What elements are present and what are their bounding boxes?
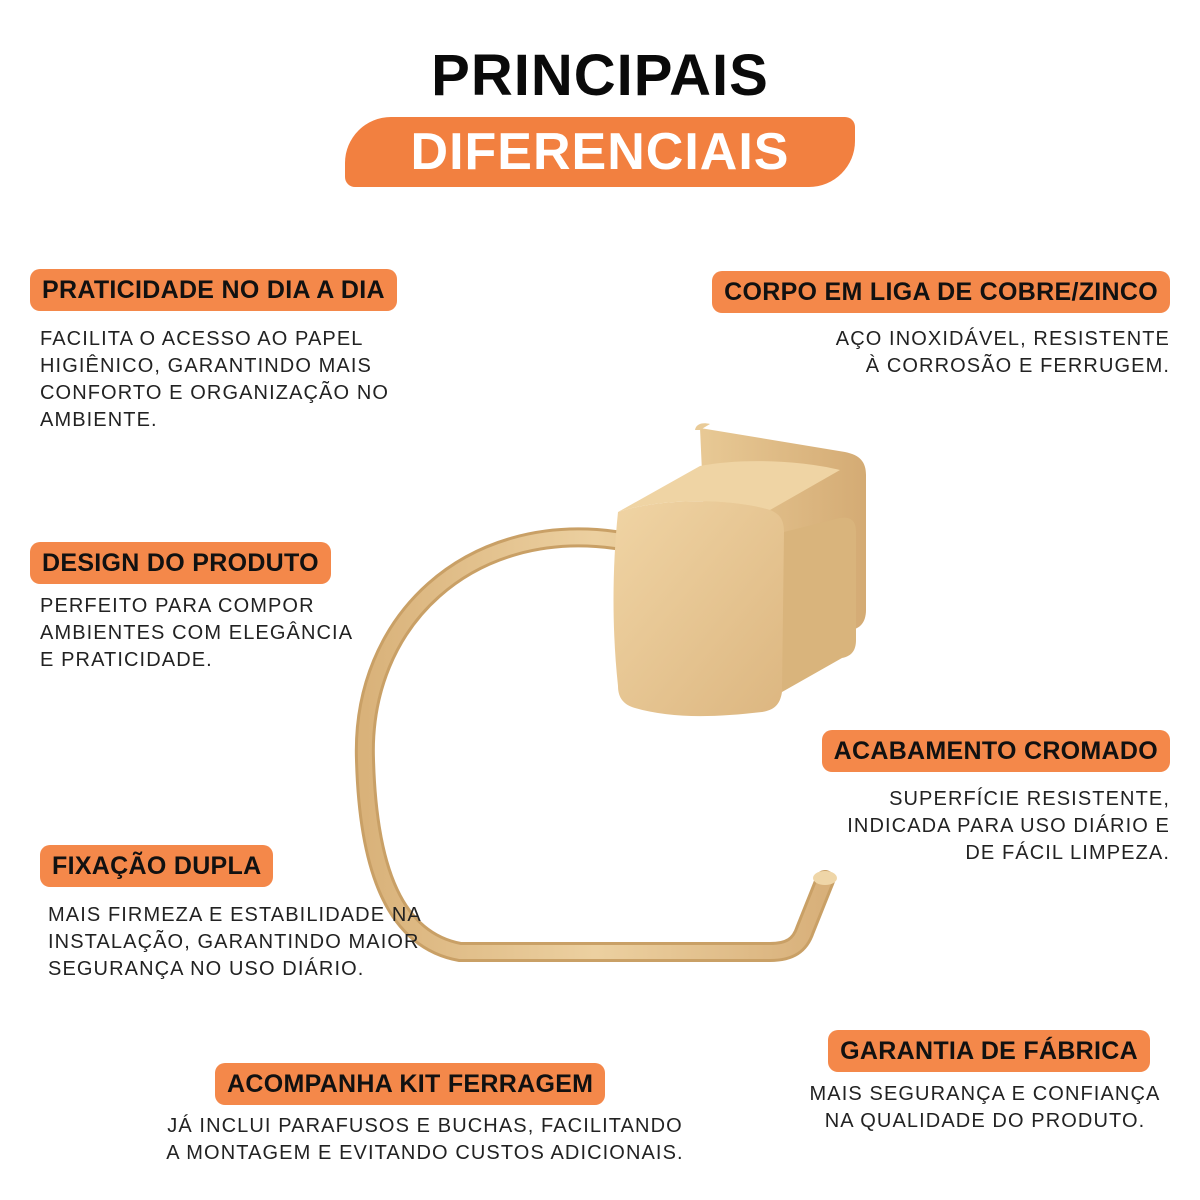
desc-line: PERFEITO PARA COMPOR — [40, 595, 315, 617]
tag-praticidade: PRATICIDADE NO DIA A DIA — [30, 269, 397, 311]
page-title: PRINCIPAIS — [431, 43, 769, 108]
desc-line: A MONTAGEM E EVITANDO CUSTOS ADICIONAIS. — [166, 1142, 684, 1164]
tag-kit: ACOMPANHA KIT FERRAGEM — [215, 1063, 605, 1105]
desc-garantia — [800, 1081, 1170, 1135]
desc-line: AÇO INOXIDÁVEL, RESISTENTE — [835, 328, 1170, 350]
desc-line: E PRATICIDADE. — [40, 649, 213, 671]
desc-line: FACILITA O ACESSO AO PAPEL — [40, 328, 364, 350]
desc-praticidade — [40, 326, 389, 434]
desc-line: INSTALAÇÃO, GARANTINDO MAIOR — [48, 931, 420, 953]
tag-acabamento: ACABAMENTO CROMADO — [822, 730, 1170, 772]
desc-line: JÁ INCLUI PARAFUSOS E BUCHAS, FACILITANDO — [167, 1115, 683, 1137]
desc-line: HIGIÊNICO, GARANTINDO MAIS — [40, 355, 372, 377]
desc-line: AMBIENTE. — [40, 409, 158, 431]
desc-line: SEGURANÇA NO USO DIÁRIO. — [48, 958, 365, 980]
desc-line: MAIS FIRMEZA E ESTABILIDADE NA — [48, 904, 422, 926]
desc-corpo — [836, 326, 1170, 380]
tag-fixacao: FIXAÇÃO DUPLA — [40, 845, 273, 887]
desc-line: CONFORTO E ORGANIZAÇÃO NO — [40, 382, 390, 404]
desc-line: MAIS SEGURANÇA E CONFIANÇA — [809, 1083, 1161, 1105]
title-highlight-pill — [345, 117, 855, 187]
desc-line: DE FÁCIL LIMPEZA. — [965, 842, 1170, 864]
desc-line: INDICADA PARA USO DIÁRIO E — [847, 815, 1170, 837]
tag-corpo: CORPO EM LIGA DE COBRE/ZINCO — [712, 271, 1170, 313]
desc-kit — [120, 1113, 730, 1167]
desc-line: SUPERFÍCIE RESISTENTE, — [889, 788, 1170, 810]
desc-fixacao — [48, 902, 422, 983]
tag-design: DESIGN DO PRODUTO — [30, 542, 331, 584]
desc-line: À CORROSÃO E FERRUGEM. — [865, 355, 1170, 377]
tag-garantia: GARANTIA DE FÁBRICA — [828, 1030, 1150, 1072]
title-highlight-text: DIFERENCIAIS — [410, 123, 790, 181]
desc-line: NA QUALIDADE DO PRODUTO. — [824, 1110, 1146, 1132]
desc-design — [40, 593, 353, 674]
desc-acabamento — [847, 786, 1170, 867]
desc-line: AMBIENTES COM ELEGÂNCIA — [40, 622, 354, 644]
